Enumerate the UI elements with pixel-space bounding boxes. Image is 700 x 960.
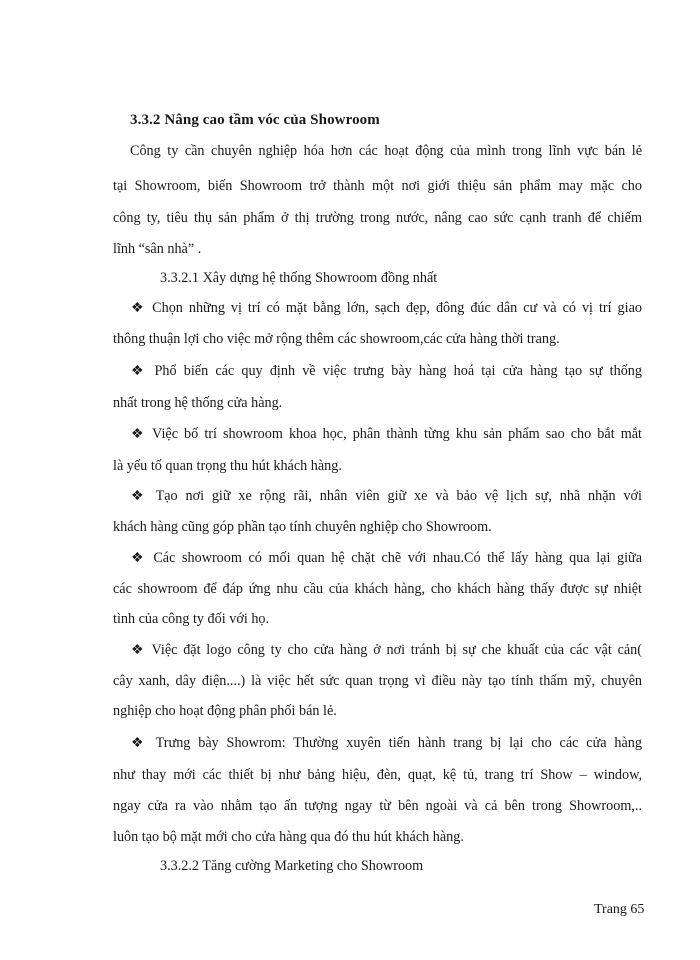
bullet-line: ❖ Việc đặt logo công ty cho cửa hàng ở nơi tránh bị sự che khuất của các vật cản( bbox=[131, 642, 642, 658]
paragraph-line: nghiệp cho hoạt động phân phối bán lẻ. bbox=[113, 703, 337, 719]
bullet-line: ❖ Việc bố trí showroom khoa học, phân thành từng khu sản phẩm sao cho bắt mắt bbox=[131, 426, 642, 442]
paragraph-line: ngay cửa ra vào nhằm tạo ấn tượng ngay từ bên ngoài và cả bên trong Showroom,.. bbox=[113, 798, 642, 814]
page-number: Trang 65 bbox=[594, 902, 645, 917]
paragraph-line: là yếu tố quan trọng thu hút khách hàng. bbox=[113, 458, 342, 474]
paragraph-line: công ty, tiêu thụ sản phẩm ở thị trường trong nước, nâng cao sức cạnh tranh để chiếm bbox=[113, 210, 642, 226]
paragraph-line: luôn tạo bộ mặt mới cho cửa hàng qua đó thu hút khách hàng. bbox=[113, 829, 464, 845]
paragraph-line: cây xanh, dây điện....) là việc hết sức quan trọng vì điều này tạo tính thẩm mỹ, chuyên bbox=[113, 673, 642, 689]
bullet-line: ❖ Phổ biến các quy định về việc trưng bày hàng hoá tại cửa hàng tạo sự thống bbox=[131, 363, 642, 379]
paragraph-line: Công ty cần chuyên nghiệp hóa hơn các hoạt động của mình trong lĩnh vực bán lẻ bbox=[130, 143, 642, 159]
paragraph-line: lĩnh “sân nhà” . bbox=[113, 241, 202, 257]
subsection-heading: 3.3.2.1 Xây dựng hệ thống Showroom đồng nhất bbox=[160, 270, 438, 286]
paragraph-line: các showroom để đáp ứng nhu cầu của khách hàng, cho khách hàng thấy được sự nhiệt bbox=[113, 581, 642, 597]
paragraph-line: tại Showroom, biến Showroom trở thành một nơi giới thiệu sản phẩm may mặc cho bbox=[113, 178, 642, 194]
section-heading: 3.3.2 Nâng cao tầm vóc của Showroom bbox=[130, 112, 380, 128]
paragraph-line: khách hàng cũng góp phần tạo tính chuyên nghiệp cho Showroom. bbox=[113, 519, 492, 535]
paragraph-line: thông thuận lợi cho việc mở rộng thêm các showroom,các cửa hàng thời trang. bbox=[113, 331, 560, 347]
bullet-line: ❖ Tạo nơi giữ xe rộng rãi, nhân viên giữ xe và bảo vệ lịch sự, nhã nhặn với bbox=[131, 488, 642, 504]
paragraph-line: tình của công ty đối với họ. bbox=[113, 611, 270, 627]
bullet-line: ❖ Trưng bày Showrom: Thường xuyên tiến hành trang bị lại cho các cửa hàng bbox=[131, 735, 642, 751]
bullet-line: ❖ Các showroom có mối quan hệ chặt chẽ với nhau.Có thể lấy hàng qua lại giữa bbox=[131, 550, 642, 566]
bullet-line: ❖ Chọn những vị trí có mặt bằng lớn, sạch đẹp, đông đúc dân cư và có vị trí giao bbox=[131, 300, 642, 316]
subsection-heading: 3.3.2.2 Tăng cường Marketing cho Showroom bbox=[160, 858, 424, 874]
paragraph-line: như thay mới các thiết bị như bảng hiệu, đèn, quạt, kệ tủ, trang trí Show – window, bbox=[113, 767, 642, 783]
paragraph-line: nhất trong hệ thống cửa hàng. bbox=[113, 395, 283, 411]
